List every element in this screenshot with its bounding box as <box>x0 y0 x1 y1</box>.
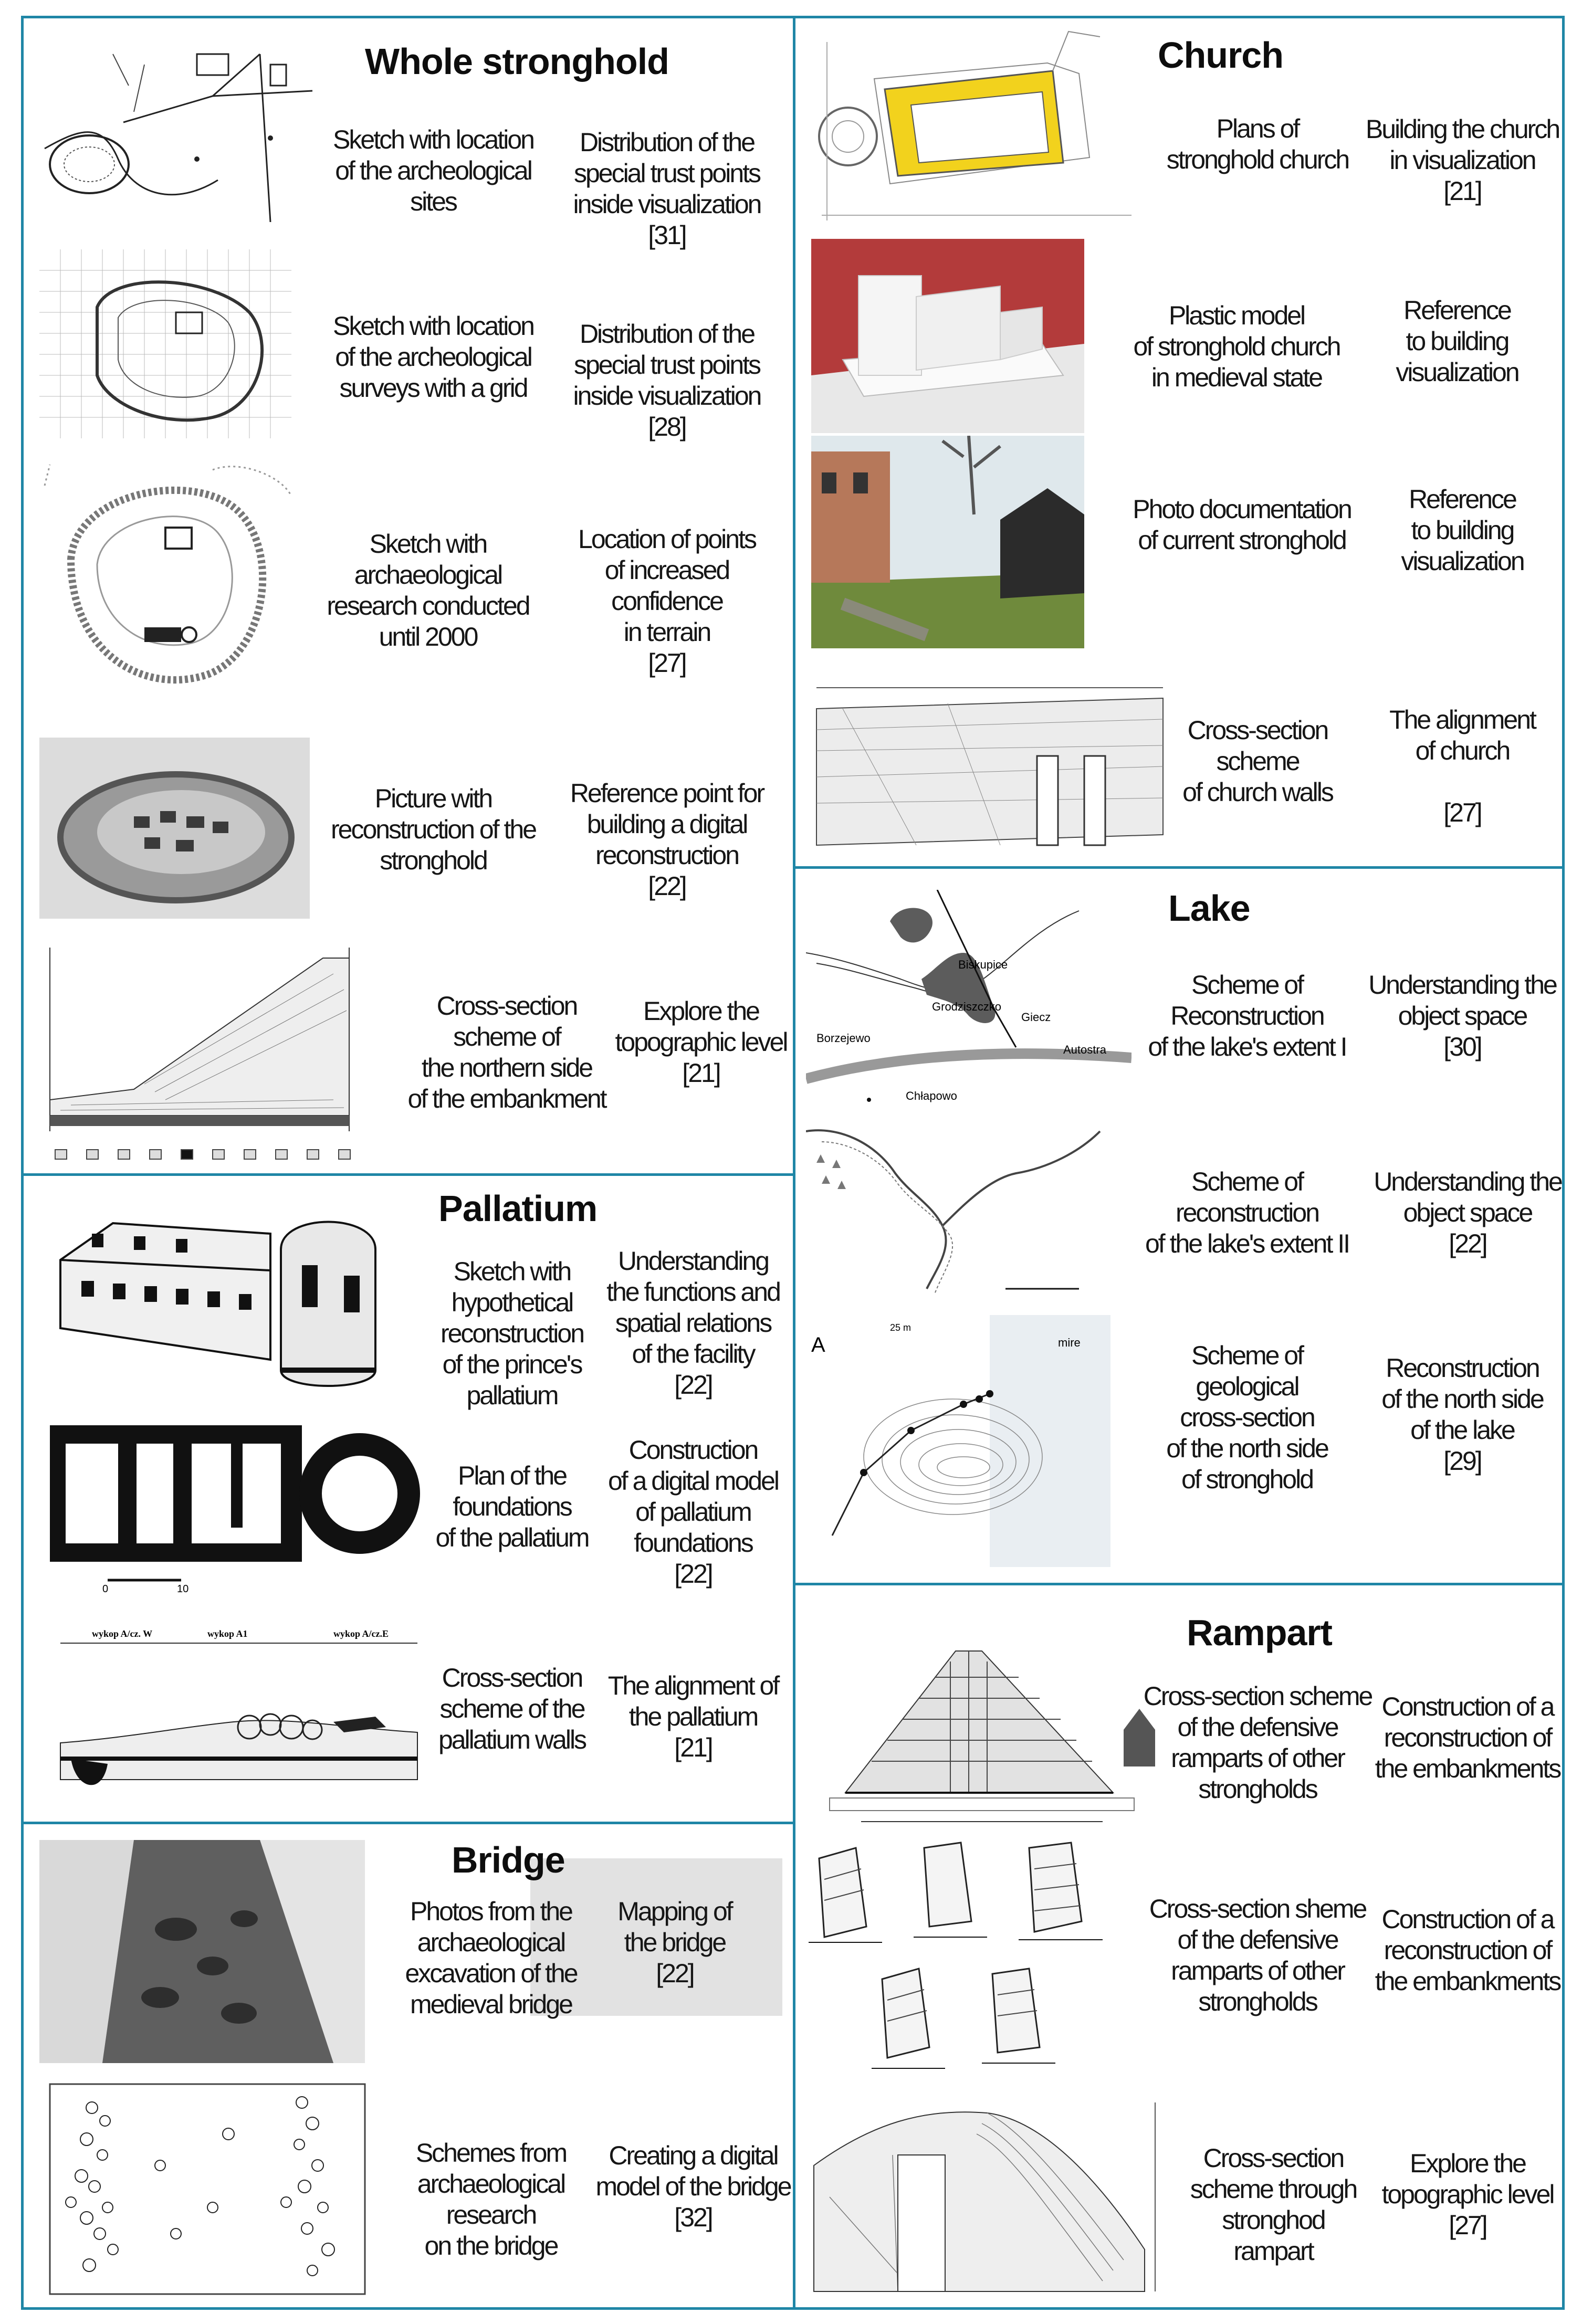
source-description: Sketch with location of the archeological sites <box>333 124 533 216</box>
source-description: Cross-section scheme through stronghod rampart <box>1190 2143 1357 2266</box>
rampart-boxes-icon <box>809 1837 1113 2084</box>
source-description: Cross-section scheme of church walls <box>1182 715 1333 807</box>
usage-description: The alignment of church [27] <box>1389 705 1535 827</box>
row-bridge-1 <box>24 1824 793 2076</box>
geological-section-icon <box>806 1315 1110 1567</box>
usage-description: Mapping of the bridge [22] <box>617 1896 732 1988</box>
current-photo-icon <box>811 436 1084 648</box>
reconstruction-picture-icon <box>39 738 310 919</box>
usage-description: Construction of a digital model of pallatium foundations [22] <box>607 1435 778 1589</box>
usage-description: The alignment of the pallatium [21] <box>607 1670 779 1762</box>
usage-description: Location of points of increased confidence in terrain [27] <box>578 524 756 678</box>
source-description: Picture with reconstruction of the stronghold <box>330 783 536 875</box>
row-bridge-2 <box>24 2076 793 2312</box>
map-label-autostra: Autostra <box>1063 1043 1106 1056</box>
panel-lake <box>793 866 1565 1585</box>
section-letter: A <box>811 1333 825 1356</box>
usage-description: Reconstruction of the north side of the lake [29] <box>1381 1353 1543 1476</box>
usage-description: Understanding the object space [30] <box>1368 970 1556 1061</box>
row-rampart-2 <box>795 1832 1562 2089</box>
excavation-photo-icon <box>39 1840 365 2063</box>
source-description: Plan of the foundations of the pallatium <box>435 1460 589 1552</box>
row-lake-2 <box>795 1110 1562 1315</box>
foundation-plan-icon <box>45 1420 423 1593</box>
usage-description: Reference point for building a digital reconstruction [22] <box>570 779 764 901</box>
usage-description: Reference to building visualization <box>1396 295 1518 387</box>
source-description: Photos from the archaeological excavation of the medieval bridge <box>405 1897 577 2019</box>
row-pallatium-3 <box>24 1612 793 1827</box>
pallatium-sketch-icon <box>50 1202 407 1396</box>
usage-description: Creating a digital model of the bridge [32] <box>595 2140 791 2232</box>
row-whole-3 <box>24 449 793 732</box>
row-church-1 <box>795 18 1562 239</box>
row-rampart-1 <box>795 1585 1562 1832</box>
row-rampart-3 <box>795 2089 1562 2312</box>
usage-description: Explore the topographic level [21] <box>615 996 787 1088</box>
panel-title: Lake <box>1168 888 1250 929</box>
map-label-biskupice: Biskupice <box>958 958 1008 971</box>
plastic-model-icon <box>811 239 1084 433</box>
source-description: Plastic model of stronghold church in medieval state <box>1133 300 1340 392</box>
source-description: Cross-section sheme of the defensive ramparts of other strongholds <box>1149 1894 1366 2016</box>
map-sketch-icon <box>39 33 326 222</box>
mire-label: mire <box>1058 1336 1081 1349</box>
row-pallatium-2 <box>24 1407 793 1612</box>
usage-description: Distribution of the special trust points inside visualization [31] <box>573 128 761 250</box>
source-description: Cross-section scheme of the northern side of the embankment <box>407 991 606 1113</box>
section-label-a1: wykop A1 <box>207 1628 248 1639</box>
row-church-2 <box>795 239 1562 436</box>
church-plan-icon <box>806 21 1142 236</box>
row-whole-2 <box>24 239 793 449</box>
panel-rampart <box>793 1583 1565 2310</box>
usage-description: Distribution of the special trust points inside visualization [28] <box>573 319 761 441</box>
lake-map-icon <box>806 890 1132 1110</box>
source-description: Cross-section scheme of the defensive ramparts of other strongholds <box>1143 1681 1372 1804</box>
source-description: Schemes from archaeological research on the bridge <box>415 2138 567 2260</box>
contour-sketch-icon <box>39 454 297 717</box>
usage-description: Construction of a reconstruction of the embankments <box>1375 1691 1560 1783</box>
panel-title: Whole stronghold <box>365 41 669 82</box>
panel-title: Bridge <box>452 1839 565 1880</box>
church-wall-section-icon <box>811 677 1168 856</box>
pallatium-section-icon <box>50 1622 428 1811</box>
embankment-section-icon <box>39 942 370 1168</box>
rampart-slope-icon <box>809 2092 1171 2302</box>
panel-church <box>793 16 1565 869</box>
map-label-borzejewo: Borzejewo <box>816 1032 871 1045</box>
source-description: Cross-section scheme of the pallatium walls <box>438 1663 586 1754</box>
section-label-e: wykop A/cz.E <box>333 1628 389 1639</box>
row-whole-4 <box>24 732 793 932</box>
map-label-grodziszczko: Grodziszczko <box>932 1000 1002 1013</box>
source-description: Sketch with location of the archeological surveys with a grid <box>333 311 533 403</box>
panel-title: Church <box>1158 35 1283 76</box>
source-description: Plans of stronghold church <box>1166 114 1349 174</box>
section-scale: 25 m <box>890 1322 912 1333</box>
usage-description: Understanding the object space [22] <box>1374 1166 1562 1258</box>
source-description: Photo documentation of current stronghold <box>1133 495 1351 555</box>
map-label-chlapowo: Chłapowo <box>906 1089 957 1102</box>
rampart-section-icon <box>809 1641 1155 1829</box>
source-description: Scheme of reconstruction of the lake's extent II <box>1145 1166 1349 1258</box>
panel-title: Rampart <box>1187 1612 1332 1653</box>
svg-text:0: 0 <box>102 1583 109 1593</box>
svg-text:10: 10 <box>177 1583 189 1593</box>
panel-pallatium <box>21 1173 795 1824</box>
row-lake-3 <box>795 1315 1562 1588</box>
row-church-4 <box>795 667 1562 871</box>
section-label-w: wykop A/cz. W <box>92 1628 153 1639</box>
row-church-3 <box>795 436 1562 667</box>
lake-extent-icon <box>806 1110 1110 1310</box>
map-label-giecz: Giecz <box>1021 1011 1051 1024</box>
panel-bridge <box>21 1822 795 2310</box>
usage-description: Reference to building visualization <box>1401 484 1524 576</box>
panel-whole-stronghold <box>21 16 795 1176</box>
source-description: Scheme of geological cross-section of the north side of stronghold <box>1166 1340 1328 1494</box>
grid-sketch-icon <box>39 249 291 438</box>
panel-title: Pallatium <box>438 1188 598 1229</box>
usage-description: Construction of a reconstruction of the embankments <box>1375 1904 1560 1996</box>
row-lake-1 <box>795 869 1562 1110</box>
source-description: Sketch with hypothetical reconstruction of the prince's pallatium <box>440 1256 584 1410</box>
row-pallatium-1 <box>24 1176 793 1410</box>
bridge-posts-icon <box>39 2076 375 2302</box>
source-description: Sketch with archaeological research conducted until 2000 <box>327 529 529 651</box>
row-whole-1 <box>24 18 793 250</box>
row-whole-5 <box>24 932 793 1179</box>
source-description: Scheme of Reconstruction of the lake's extent I <box>1148 970 1346 1061</box>
usage-description: Understanding the functions and spatial relations of the facility [22] <box>606 1246 780 1400</box>
usage-description: Explore the topographic level [27] <box>1381 2148 1554 2240</box>
usage-description: Building the church in visualization [21] <box>1365 114 1559 206</box>
